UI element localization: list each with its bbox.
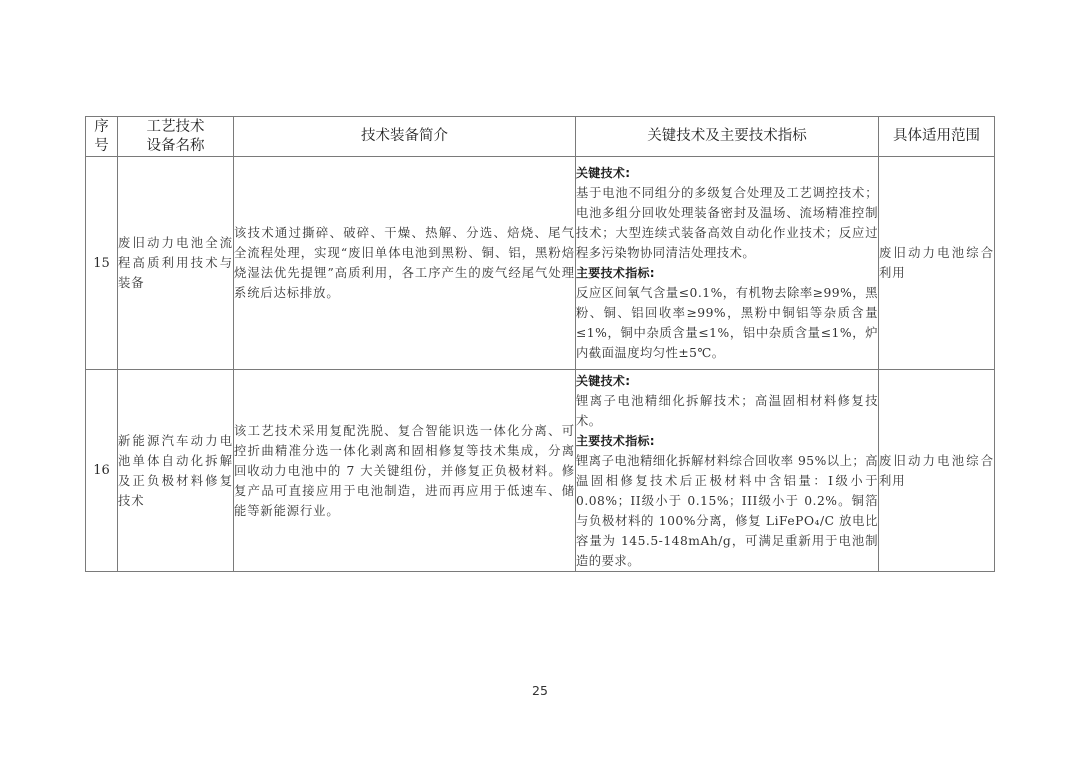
row-key-tech: [576, 370, 879, 572]
row-index: 15: [86, 157, 118, 370]
header-index: [86, 117, 118, 157]
header-key-tech: 关键技术及主要技术指标: [576, 117, 879, 157]
row-intro: 该工艺技术采用复配洗脱、复合智能识选一体化分离、可控折曲精准分选一体化剥离和固相修复等技术集成，分离回收动力电池中的 7 大关键组份，并修复正负极材料。修复产品可直接应用于电池制造，进而再应用于低速车、储能等新能源行业。: [234, 370, 576, 572]
indicators-heading: 主要技术指标:: [576, 266, 655, 280]
indicators-text: 反应区间氧气含量≤0.1%，有机物去除率≥99%，黑粉、铜、铝回收率≥99%，黑粉中铜铝等杂质含量≤1%，铜中杂质含量≤1%，铝中杂质含量≤1%，炉内截面温度均匀性±5℃。: [576, 286, 878, 360]
table-row: [86, 157, 995, 370]
header-name-label: 工艺技术设备名称: [146, 118, 205, 154]
header-index-label: 序号: [94, 118, 109, 154]
page-number: 25: [532, 683, 548, 698]
indicators-text: 锂离子电池精细化拆解材料综合回收率 95%以上；高温固相修复技术后正极材料中含铝量：I级小于 0.08%；II级小于 0.15%；III级小于 0.2%。铜箔与负极材料的 100%分离，修复 LiFePO₄/C 放电比容量为 145.5-148mAh/g，可满足重新用于电池制造的要求。: [576, 453, 878, 568]
row-index: 16: [86, 370, 118, 572]
table-row: [86, 370, 995, 572]
row-intro: 该技术通过撕碎、破碎、干燥、热解、分选、焙烧、尾气全流程处理，实现“废旧单体电池到黑粉、铜、铝，黑粉焙烧湿法优先提锂”高质利用，各工序产生的废气经尾气处理系统后达标排放。: [234, 157, 576, 370]
key-tech-heading: 关键技术:: [576, 166, 631, 180]
header-scope: 具体适用范围: [879, 117, 995, 157]
technology-table: [85, 116, 995, 572]
row-scope: 废旧动力电池综合利用: [879, 157, 995, 370]
row-name: 废旧动力电池全流程高质利用技术与装备: [118, 157, 234, 370]
indicators-heading: 主要技术指标:: [576, 433, 655, 448]
row-name: 新能源汽车动力电池单体自动化拆解及正负极材料修复技术: [118, 370, 234, 572]
row-key-tech: [576, 157, 879, 370]
row-scope: 废旧动力电池综合利用: [879, 370, 995, 572]
key-tech-text: 锂离子电池精细化拆解技术；高温固相材料修复技术。: [576, 393, 878, 428]
key-tech-text: 基于电池不同组分的多级复合处理及工艺调控技术；电池多组分回收处理装备密封及温场、流场精准控制技术；大型连续式装备高效自动化作业技术；反应过程多污染物协同清洁处理技术。: [576, 186, 878, 260]
table-header-row: [86, 117, 995, 157]
header-intro: 技术装备简介: [234, 117, 576, 157]
header-name: [118, 117, 234, 157]
key-tech-heading: 关键技术:: [576, 373, 631, 388]
